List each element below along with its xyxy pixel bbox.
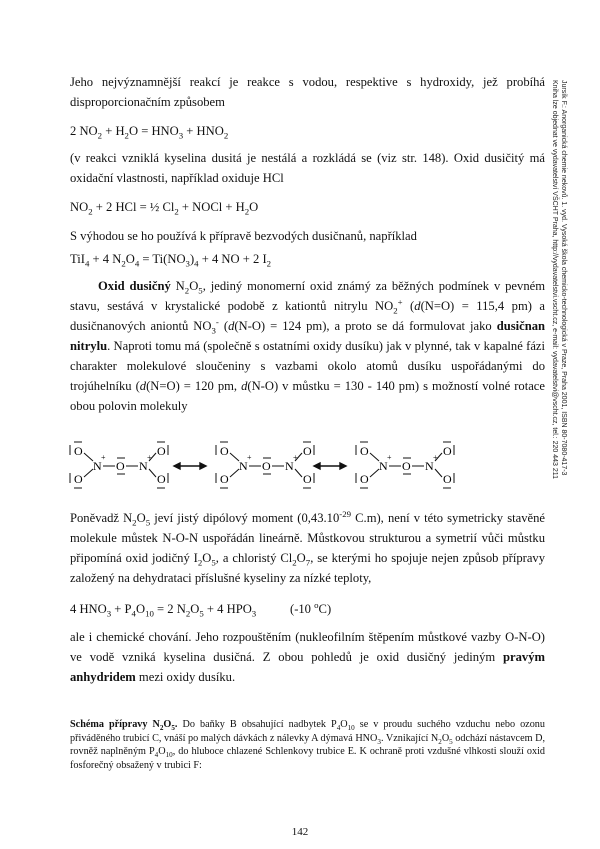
p4-italic: d <box>139 379 147 393</box>
eq4-sub: 3 <box>106 608 112 619</box>
term-oxid-dusicny: Oxid dusičný <box>98 279 171 293</box>
bond <box>370 453 379 461</box>
atom-o-top-right: O <box>157 444 166 458</box>
caption-sub: 4 <box>154 751 159 760</box>
atom-o-top-left: O <box>220 444 229 458</box>
atom-o-bridge: O <box>402 459 411 473</box>
eq3-part: O <box>125 252 135 266</box>
eq4-part: = 2 N <box>153 602 186 616</box>
eq4-sub: 3 <box>251 608 257 619</box>
p5-text: Poněvadž N <box>70 511 133 525</box>
term-dusicnan-nitrylu: dusičnan nitrylu <box>70 319 546 353</box>
p5-sub: 2 <box>197 557 203 568</box>
caption-text: O <box>441 732 450 744</box>
atom-o-bottom-right: O <box>303 472 312 486</box>
degree-sup: o <box>314 599 319 610</box>
eq2-sub: 2 <box>174 206 179 217</box>
p4-text: . Naproti tomu má (společně s ostatními oxidy dusíku) jak v plynné, tak v kapalné fázi charakter molekulové sloučeniny s vazbami okolo atomů dusíku uspořádanými do trojúhelníku ( <box>70 339 545 393</box>
caption-title-text: . <box>174 719 178 730</box>
caption-text: O <box>340 719 348 730</box>
p6-text: mezi oxidy dusíku. <box>135 670 236 684</box>
resonance-structure <box>356 442 454 488</box>
eq1-sub: 2 <box>97 130 103 141</box>
atom-n-left: N <box>239 459 248 473</box>
caption-text: odchází nástavcem D, rovněž naplněným P <box>70 732 545 757</box>
charge-plus-right: + <box>433 453 438 462</box>
caption-text: O <box>158 746 166 757</box>
equation-2 <box>70 199 258 215</box>
eq4-sub: 10 <box>145 608 154 619</box>
atom-n-left: N <box>379 459 388 473</box>
sidebar-citation-line-2: Kniha lze objednat ve vydavatelství VŠCHT Praha, http://vydavatelstvi.vscht.cz, e-mail: vydavatelstvi@vscht.cz, tel.: 220 443 211 <box>551 80 558 480</box>
paragraph-2-text: (v reakci vzniklá kyselina dusitá je nestálá a rozkládá se (viz str. 148). Oxid dusičitý má oxidační vlastnosti, například oxiduje HCl <box>70 151 545 185</box>
sidebar-citation <box>550 80 568 479</box>
paragraph-2 <box>70 148 545 188</box>
p5-text: O <box>296 551 306 565</box>
caption-title <box>70 719 178 733</box>
equation-3 <box>70 251 271 267</box>
p4-text: (N=O) = 120 pm, <box>146 379 242 393</box>
atom-o-top-right: O <box>443 444 452 458</box>
bond <box>84 469 93 477</box>
p5-sub: 2 <box>132 517 137 528</box>
p5-text: O <box>136 511 146 525</box>
caption-sub: 3 <box>377 737 381 746</box>
bond <box>230 469 239 477</box>
atom-o-top-left: O <box>74 444 83 458</box>
p5-text: , se kterými ho spojuje nejen způsob přípravy založený na dehydrataci příslušné kyseliny za nízké teploty, <box>70 551 545 585</box>
paragraph-3-text: S výhodou se ho používá k přípravě bezvodých dusičnanů, například <box>70 229 417 243</box>
eq4-sub: 4 <box>131 608 136 619</box>
p5-sup: -29 <box>339 508 352 519</box>
p4-sub: 5 <box>198 285 203 296</box>
p6-text: ale i chemické chování. Jeho rozpouštěním (nukleofilním štěpením můstkové vazby O-N-O) ve vodě vzniká kyselina dusičná. Z obou pohledů je oxid dusičný jediným <box>70 630 545 664</box>
p5-text: , a chloristý Cl <box>215 551 293 565</box>
eq1-sub: 2 <box>124 130 129 141</box>
p4-sub: 2 <box>393 305 398 316</box>
p4-sub: 2 <box>184 285 190 296</box>
paragraph-6 <box>70 627 545 687</box>
p5-sub: 2 <box>292 557 297 568</box>
p4-sub: 3 <box>211 325 216 336</box>
p4-sup: - <box>215 316 219 327</box>
paragraph-3 <box>70 226 545 246</box>
p4-text: (N-O) = 124 pm), a proto se dá formulovat jako <box>234 319 497 333</box>
p5-sub: 5 <box>211 557 216 568</box>
p5-text: jeví jistý dipólový moment (0,43.10 <box>150 511 340 525</box>
resonance-structure <box>70 442 168 488</box>
p4-text: ( <box>218 319 229 333</box>
caption-sub: 10 <box>347 724 355 733</box>
bond <box>435 469 442 477</box>
caption-sub: 2 <box>159 724 164 733</box>
figure-caption <box>70 718 545 772</box>
caption-text: . Vznikající N <box>380 732 439 744</box>
eq3-part: = Ti(NO <box>139 252 186 266</box>
eq4-part: + P <box>111 602 132 616</box>
paragraph-1-text: Jeho nejvýznamnější reakcí je reakce s vodou, respektive s hydroxidy, jež probíhá disproporcionačním způsobem <box>70 75 545 109</box>
caption-sub: 5 <box>449 737 453 746</box>
eq3-part: + 4 NO + 2 I <box>198 252 267 266</box>
p4-italic: d <box>228 319 235 333</box>
p4-italic: d <box>414 299 421 313</box>
atom-o-bottom-left: O <box>220 472 229 486</box>
charge-plus-left: + <box>387 453 392 462</box>
p5-sub: 5 <box>145 517 151 528</box>
atom-n-right: N <box>139 459 148 473</box>
p5-text: C.m), není v této symetricky stavěné molekule můstek N-O-N uspořádán lineárně. Můstkovou strukturou a symetrií vůči můstku připomíná oxid jodičný I <box>70 511 545 565</box>
condition-text: (-10 <box>290 602 315 616</box>
paragraph-4 <box>70 276 545 416</box>
resonance-arrow-1 <box>174 463 206 469</box>
eq3-sub: 2 <box>121 258 126 269</box>
n2o5-resonance-structures <box>60 436 460 498</box>
eq1-part: + HNO <box>183 124 224 138</box>
caption-title-text: O <box>163 719 172 730</box>
eq3-part: ) <box>189 252 195 266</box>
eq4-sub: 2 <box>185 608 191 619</box>
bond <box>149 469 156 477</box>
resonance-arrow-2 <box>314 463 346 469</box>
bond <box>84 453 93 461</box>
eq1-part: O = HNO <box>128 124 179 138</box>
charge-plus-right: + <box>147 453 152 462</box>
caption-title-text: Schéma přípravy N <box>70 719 160 730</box>
reaction-condition <box>290 601 331 617</box>
eq1-sub: 2 <box>223 130 229 141</box>
p4-text: (N=O) = 115,4 pm) a dusičnanových aniontů NO <box>70 299 546 333</box>
eq3-sub: 2 <box>266 258 272 269</box>
atom-o-top-right: O <box>303 444 312 458</box>
p4-text: ( <box>402 299 415 313</box>
condition-text: C) <box>318 602 332 616</box>
eq4-part: O <box>135 602 146 616</box>
atom-o-bottom-left: O <box>360 472 369 486</box>
charge-plus-left: + <box>247 453 252 462</box>
caption-text: Do baňky B obsahující nadbytek P <box>177 719 337 730</box>
atom-o-bridge: O <box>262 459 271 473</box>
eq2-part: + NOCl + H <box>178 200 245 214</box>
bond <box>370 469 379 477</box>
eq2-part: + 2 HCl = ½ Cl <box>92 200 175 214</box>
eq4-part: + 4 HPO <box>203 602 252 616</box>
caption-text: , do hluboce chlazené Schlenkovy trubice E. K ochraně proti vzdušné vlhkosti slouží oxid fosforečný obsažený v trubici F: <box>70 746 545 771</box>
eq1-part: + H <box>102 124 125 138</box>
p4-text: , jediný monomerní oxid známý za běžných podmínek v pevném stavu, sestává v krystalické podobě z kationtů nitrylu NO <box>70 279 546 313</box>
eq2-sub: 2 <box>244 206 250 217</box>
eq4-sub: 5 <box>199 608 204 619</box>
eq2-sub: 2 <box>88 206 93 217</box>
page-number: 142 <box>291 826 309 838</box>
charge-plus-right: + <box>293 453 298 462</box>
eq1-part: 2 NO <box>70 124 98 138</box>
eq2-part: NO <box>70 200 89 214</box>
atom-o-bottom-left: O <box>74 472 83 486</box>
caption-sub: 2 <box>438 737 442 746</box>
p4-text: O <box>189 279 199 293</box>
caption-sub: 4 <box>336 724 341 733</box>
eq3-part: TiI <box>70 252 85 266</box>
eq2-part: O <box>249 200 259 214</box>
equation-1 <box>70 123 228 139</box>
p4-italic: d <box>241 379 248 393</box>
equation-4 <box>70 599 332 619</box>
eq4-part: 4 HNO <box>70 602 107 616</box>
resonance-structure <box>216 442 314 488</box>
term-pravy-anhydrid: pravým anhydridem <box>70 650 545 684</box>
eq4-part: O <box>190 602 200 616</box>
atom-o-top-left: O <box>360 444 369 458</box>
sidebar-citation-line-1: Jursík F.: Anorganická chemie nekovů. 1. vyd. Vysoká škola chemicko-technologická v Praze, Praha 2001, ISBN 80-7080-417-3 <box>560 80 567 476</box>
eq3-sub: 4 <box>134 258 140 269</box>
caption-sub: 5 <box>171 724 175 733</box>
eq3-sub: 4 <box>84 258 90 269</box>
p4-text: N <box>170 279 185 293</box>
caption-sub: 10 <box>165 751 173 760</box>
atom-o-bridge: O <box>116 459 125 473</box>
charge-plus-left: + <box>101 453 106 462</box>
eq3-part: + 4 N <box>89 252 122 266</box>
bond <box>295 469 302 477</box>
eq3-sub: 3 <box>185 258 190 269</box>
paragraph-5 <box>70 508 545 588</box>
eq3-sub: 4 <box>194 258 199 269</box>
atom-o-bottom-right: O <box>157 472 166 486</box>
paragraph-1 <box>70 72 545 112</box>
p5-sub: 7 <box>305 557 311 568</box>
bond <box>230 453 239 461</box>
p5-text: O <box>202 551 212 565</box>
p4-sup: + <box>397 296 403 307</box>
eq1-sub: 3 <box>178 130 184 141</box>
atom-n-right: N <box>285 459 294 473</box>
p4-text: (N-O) v můstku = 130 - 140 pm) s možností volné rotace obou polovin molekuly <box>70 379 545 413</box>
atom-o-bottom-right: O <box>443 472 452 486</box>
caption-text: se v proudu suchého vzduchu nebo ozonu přiváděného trubicí C, vnáší po malých dávkách z nálevky A dýmavá HNO <box>70 719 545 744</box>
atom-n-right: N <box>425 459 434 473</box>
atom-n-left: N <box>93 459 102 473</box>
